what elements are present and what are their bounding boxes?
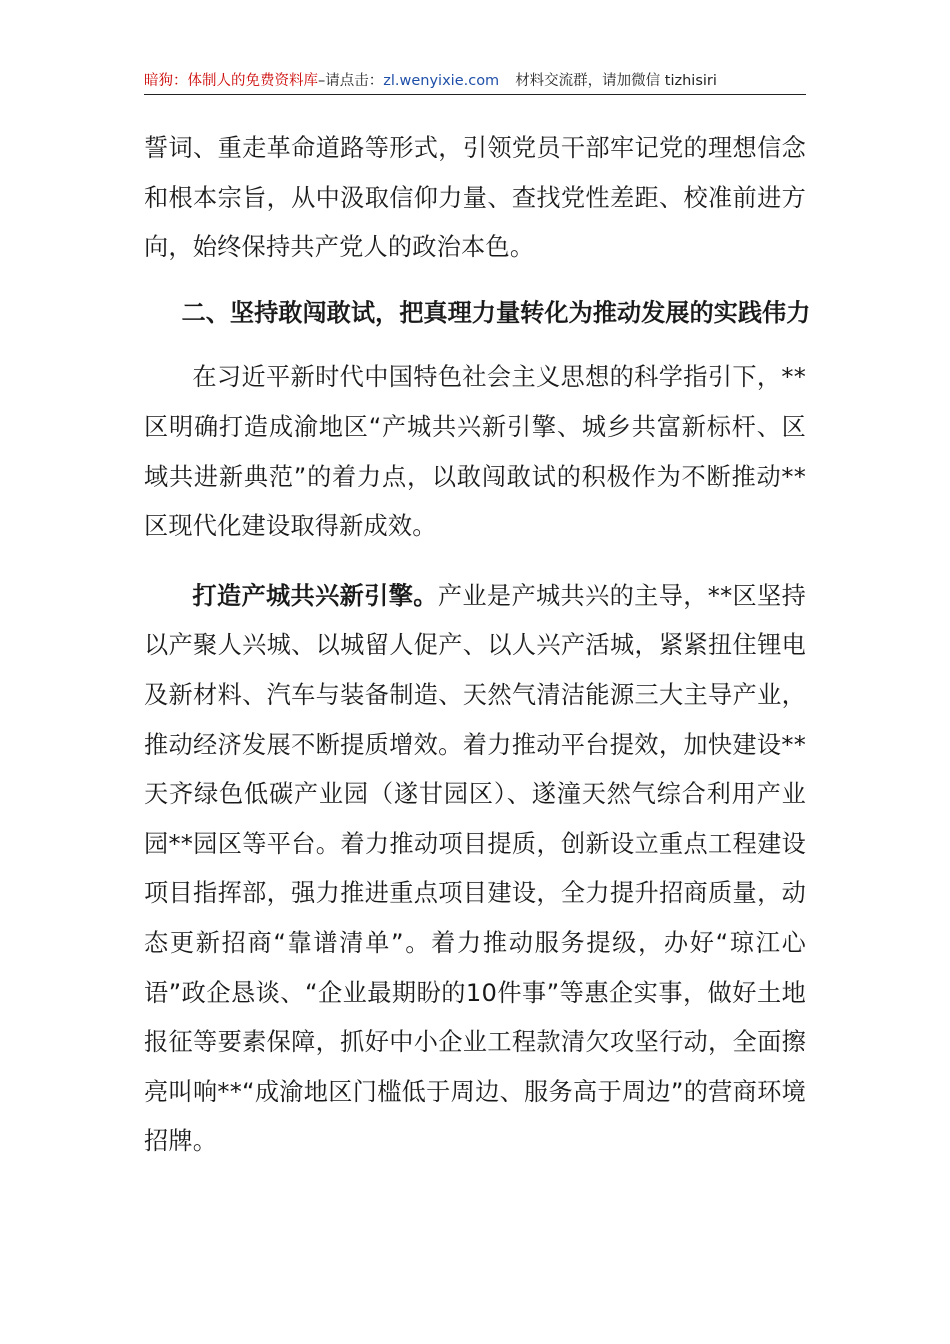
paragraph-industry [144, 572, 806, 1167]
section-heading-2: 二、坚持敢闯敢试，把真理力量转化为推动发展的实践伟力 [181, 298, 811, 327]
document-body [144, 124, 811, 1167]
page-header [144, 70, 806, 95]
header-url-link[interactable]: zl.wenyixie.com [383, 73, 500, 89]
paragraph-industry-text: 产业是产城共兴的主导，**区坚持以产聚人兴城、以城留人促产、以人兴产活城，紧紧扭住锂电及新材料、汽车与装备制造、天然气清洁能源三大主导产业，推动经济发展不断提质增效。着力推动平台提效，加快建设**天齐绿色低碳产业园（遂甘园区）、遂潼天然气综合利用产业园**园区等平台。着力推动项目提质，创新设立重点工程建设项目指挥部，强力推进重点项目建设，全力提升招商质量，动态更新招商“靠谱清单”。着力推动服务提级，办好“琼江心语”政企恳谈、“企业最期盼的10件事”等惠企实事，做好土地报征等要素保障，抓好中小企业工程款清欠攻坚行动，全面擦亮叫响**“成渝地区门槛低于周边、服务高于周边”的营商环境招牌。 [144, 581, 806, 1156]
paragraph-lead-heading: 打造产城共兴新引擎。 [192, 581, 438, 610]
paragraph-intro: 在习近平新时代中国特色社会主义思想的科学指引下，**区明确打造成渝地区“产城共兴新引擎、城乡共富新标杆、区域共进新典范”的着力点，以敢闯敢试的积极作为不断推动**区现代化建设取得新成效。 [144, 363, 806, 541]
header-click-prompt: –请点击： [318, 73, 384, 89]
header-brand-link[interactable]: 暗狗：体制人的免费资料库 [144, 73, 318, 89]
header-contact: 材料交流群，请加微信 tizhisiri [515, 73, 717, 89]
paragraph-continuation: 誓词、重走革命道路等形式，引领党员干部牢记党的理想信念和根本宗旨，从中汲取信仰力量、查找党性差距、校准前进方向，始终保持共产党人的政治本色。 [144, 134, 806, 262]
